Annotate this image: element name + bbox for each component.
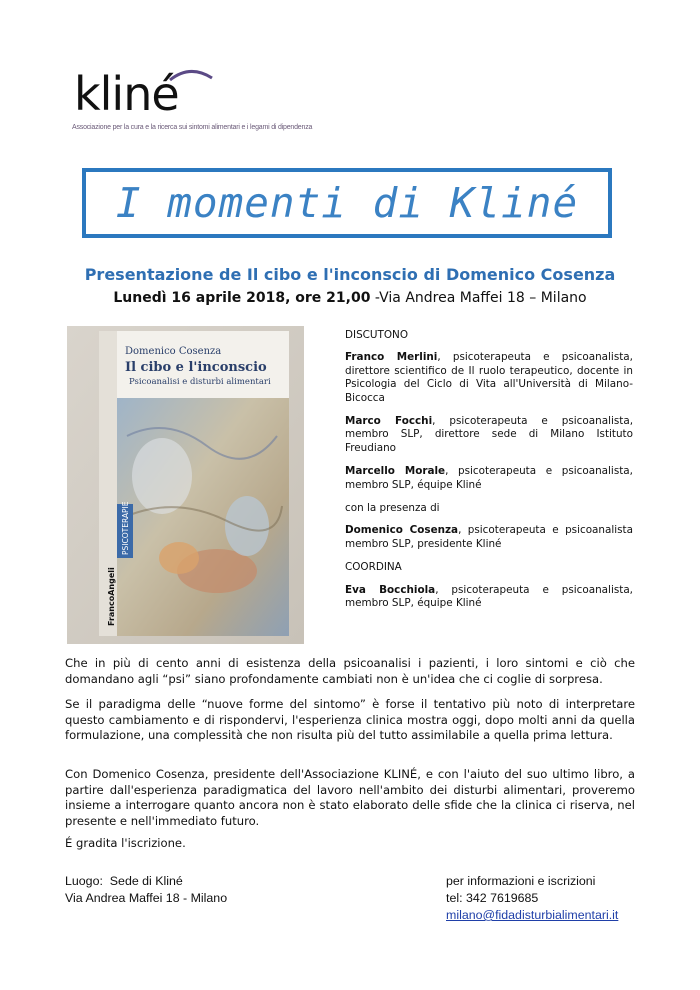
body-paragraph: Se il paradigma delle “nuove forme del sintomo” è forse il tentativo più noto di interpretare questo cambiamento e di rispondervi, l'esperienza clinica mostra oggi, dopo molti anni da quella formulazione, una complessità che non risulta più del tutto assimilabile a quella prima lettura.	[65, 697, 635, 743]
speaker-entry	[345, 415, 633, 455]
email-link[interactable]: milano@fidadisturbialimentari.it	[446, 908, 619, 922]
venue-address: Via Andrea Maffei 18 - Milano	[65, 891, 228, 905]
book-author: Domenico Cosenza	[125, 346, 222, 357]
body-paragraph: Che in più di cento anni di esistenza della psicoanalisi i pazienti, i loro sintomi e ciò che domandano agli “psi” siano profondamente cambiati non è un'idea che ci coglie di sorpresa.	[65, 656, 635, 686]
book-cover-image	[67, 326, 304, 644]
speaker-role: , psicoterapeuta e psicoanalista, membro SLP, direttore sede di Milano Istituto Freudiano	[345, 415, 633, 454]
coordinator-role: , psicoterapeuta e psicoanalista, membro SLP, équipe Kliné	[345, 583, 633, 610]
speaker-role: , psicoterapeuta e psicoanalista, membro SLP, équipe Kliné	[345, 465, 633, 491]
event-address: -Via Andrea Maffei 18 – Milano	[370, 290, 587, 306]
presence-label: con la presenza di	[345, 502, 440, 515]
guest-entry	[345, 524, 633, 551]
contact-block	[446, 873, 646, 924]
speaker-entry	[345, 351, 633, 405]
event-title: Presentazione de Il cibo e l'inconscio di Domenico Cosenza	[84, 265, 616, 284]
phone-number: tel: 342 7619685	[446, 891, 539, 905]
info-label: per informazioni e iscrizioni	[446, 874, 596, 888]
guest-role: , psicoterapeuta e psicoanalista membro SLP, presidente Kliné	[345, 524, 634, 550]
event-datetime-line	[0, 290, 700, 306]
book-series: PSICOTERAPIE	[121, 501, 130, 555]
body-paragraph: Con Domenico Cosenza, presidente dell'Associazione KLINÉ, e con l'aiuto del suo ultimo libro, a partire dall'esperienza paradigmatica del lavoro nell'ambito dei disturbi alimentari, proveremo insieme a interrogare quanto ancora non è stato elaborato delle sfide che la clinica ci riserva, nel presente e nell'immediato futuro.	[65, 767, 635, 828]
speaker-role: , psicoterapeuta e psicoanalista, direttore scientifico de Il ruolo terapeutico, docente in Psicologia del Ciclo di Vita all'Università di Milano-Bicocca	[345, 351, 633, 404]
discuss-label: DISCUTONO	[345, 329, 408, 341]
event-date-time: Lunedì 16 aprile 2018, ore 21,00	[113, 290, 371, 306]
title-banner	[82, 168, 612, 238]
speakers-list	[345, 329, 633, 621]
speaker-name: Marco Focchi	[345, 415, 433, 428]
coordinator-name: Eva Bocchiola	[345, 583, 436, 596]
logo-tagline: Associazione per la cura e la ricerca sui sintomi alimentari e i legami di dipendenza	[72, 124, 313, 131]
coord-label: COORDINA	[345, 561, 402, 574]
coordinator-entry	[345, 584, 633, 611]
speaker-name: Franco Merlini	[345, 351, 438, 364]
guest-name: Domenico Cosenza	[345, 524, 459, 537]
speaker-name: Marcello Morale	[345, 465, 446, 478]
book-title: Il cibo e l'inconscio	[125, 360, 267, 375]
venue-label: Luogo: Sede di Kliné	[65, 874, 183, 888]
speaker-entry	[345, 465, 633, 492]
logo-text: kliné	[74, 67, 179, 121]
book-subtitle: Psicoanalisi e disturbi alimentari	[129, 377, 271, 387]
book-publisher: FrancoAngeli	[107, 567, 116, 626]
banner-title: I momenti di Kliné	[115, 179, 579, 227]
registration-note: É gradita l'iscrizione.	[65, 836, 186, 850]
venue-block	[65, 873, 325, 907]
kline-logo	[72, 60, 222, 124]
